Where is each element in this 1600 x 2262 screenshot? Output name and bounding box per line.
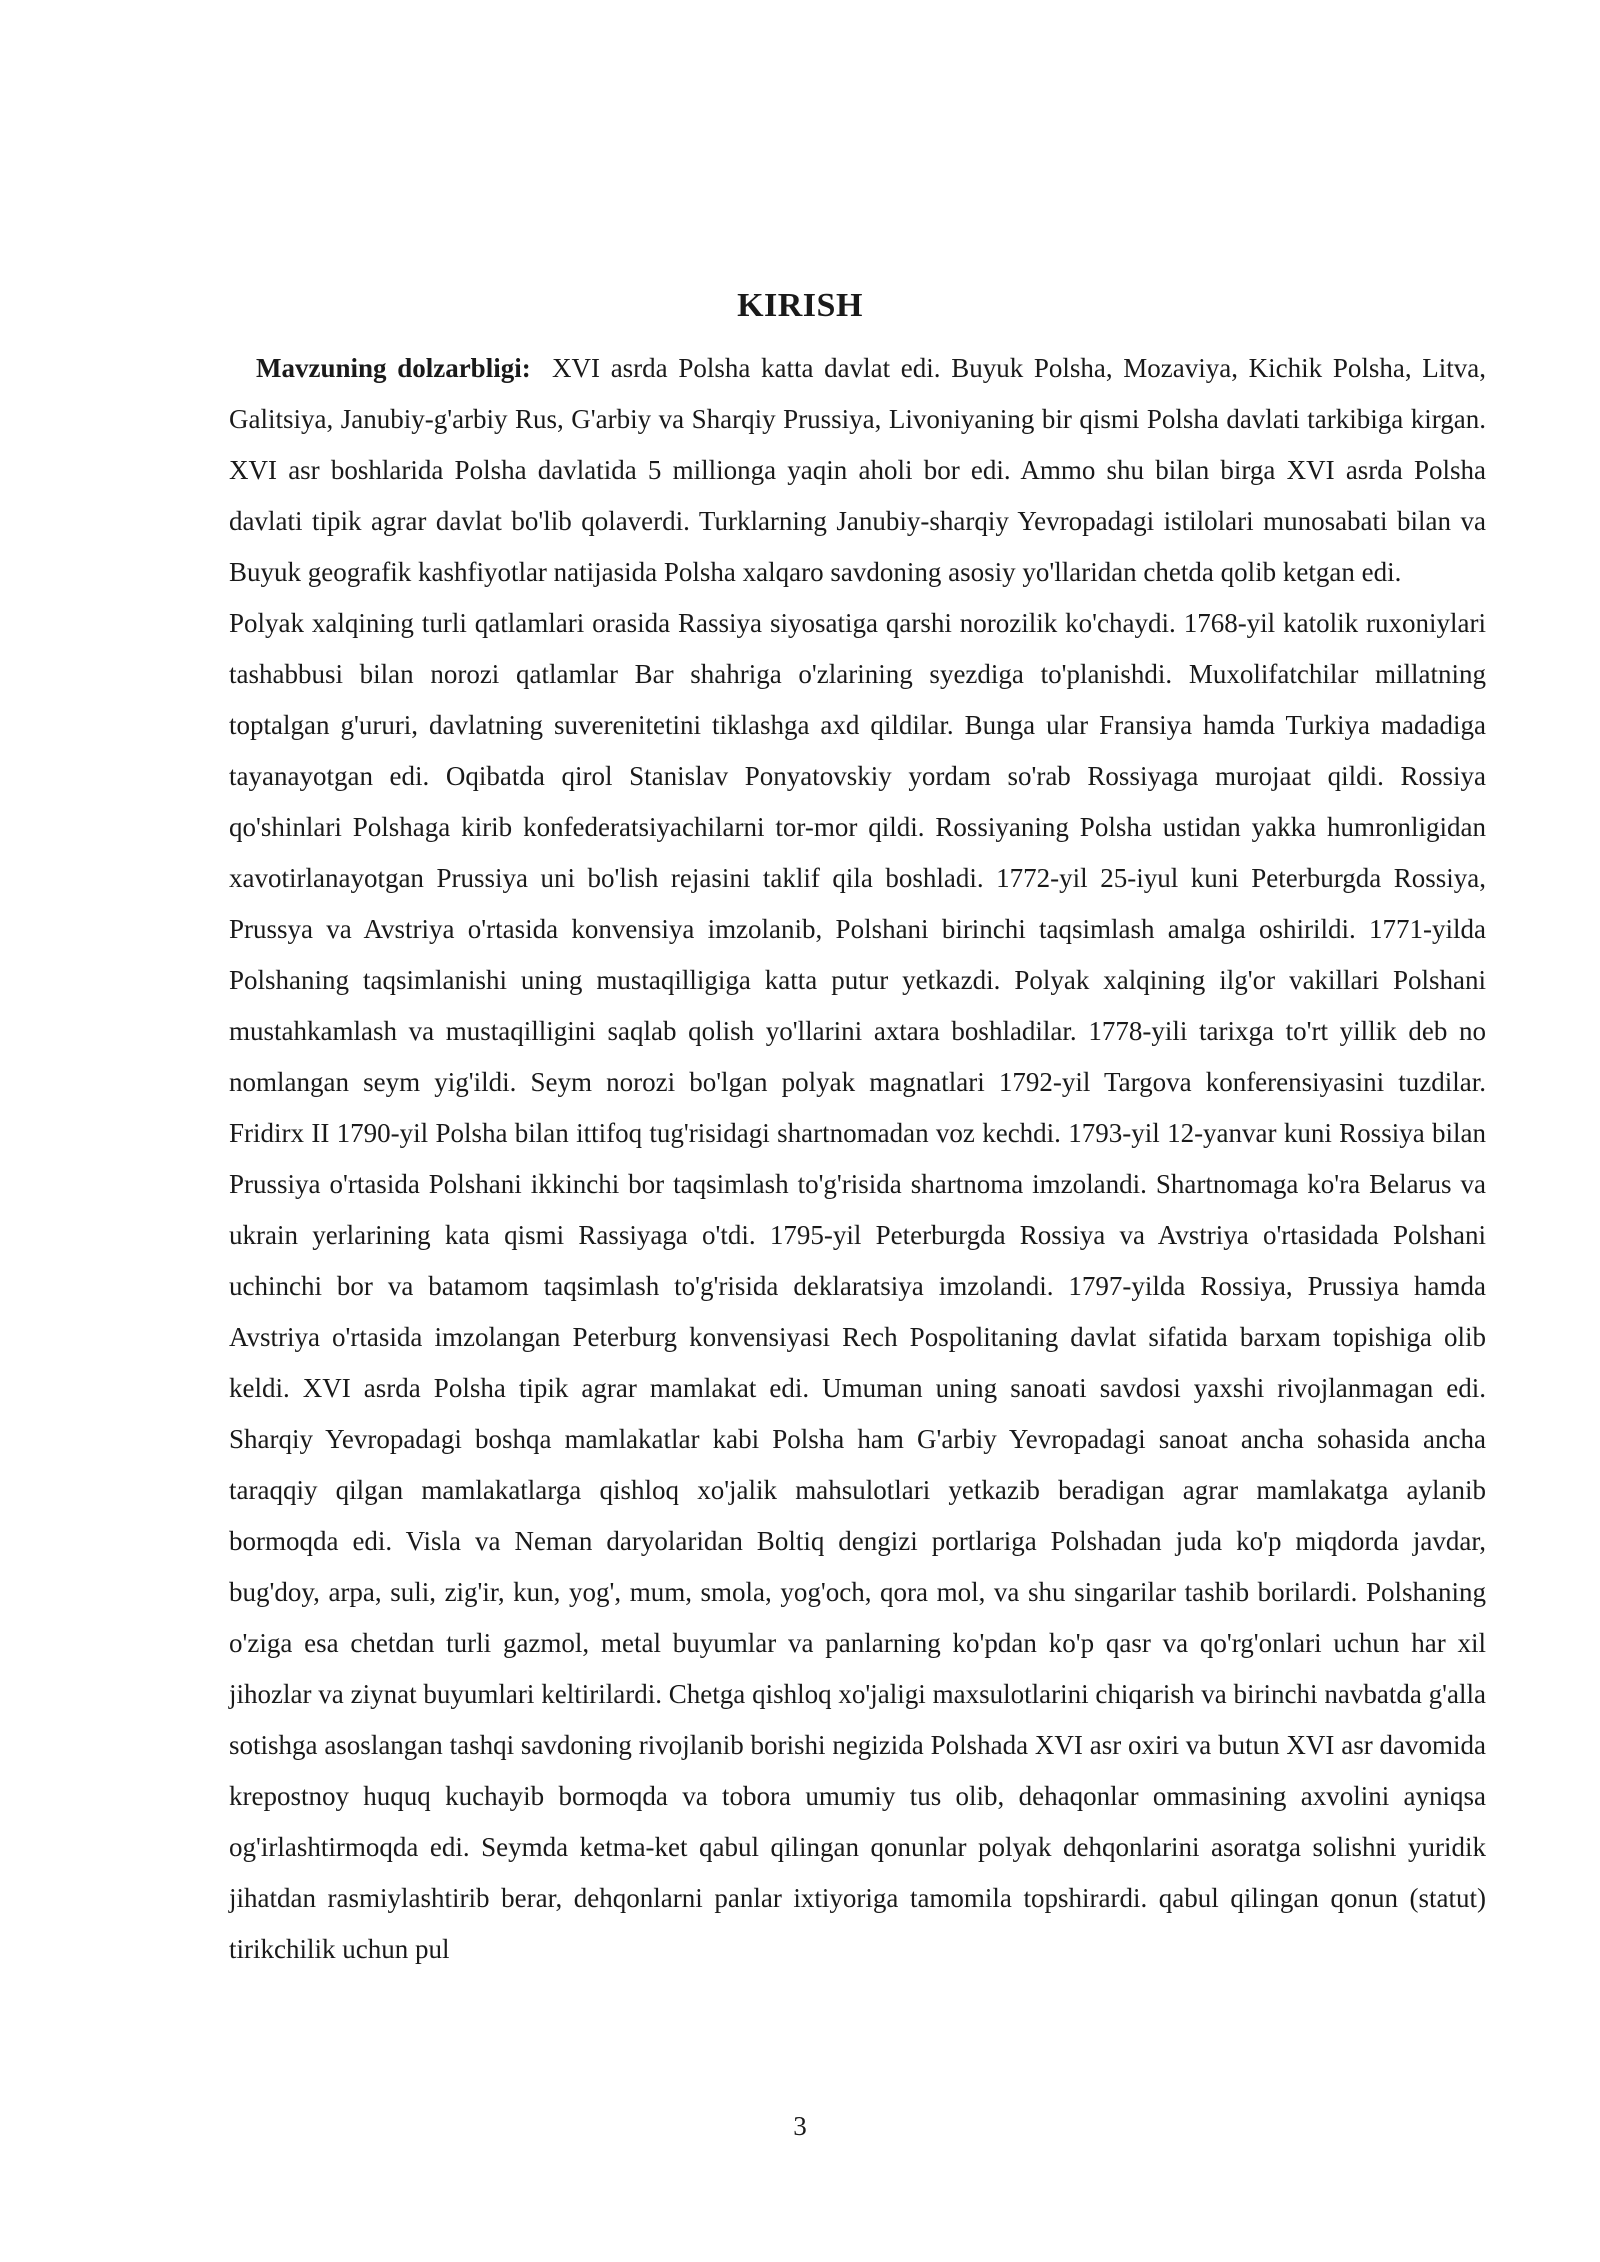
intro-paragraph	[229, 343, 1486, 598]
topic-relevance-label: Mavzuning dolzarbligi:	[256, 353, 531, 383]
page-number: 3	[793, 2111, 807, 2141]
intro-paragraph-text: XVI asrda Polsha katta davlat edi. Buyuk Polsha, Mozaviya, Kichik Polsha, Litva, Galitsiya, Janubiy-g'arbiy Rus, G'arbiy va Sharqiy Prussiya, Livoniyaning bir qismi Polsha davlati tarkibiga kirgan. XVI asr boshlarida Polsha davlatida 5 millionga yaqin aholi bor edi. Ammo shu bilan birga XVI asrda Polsha davlati tipik agrar davlat bo'lib qolaverdi. Turklarning Janubiy-sharqiy Yevropadagi istilolari munosabati bilan va Buyuk geografik kashfiyotlar natijasida Polsha xalqaro savdoning asosiy yo'llaridan chetda qolib ketgan edi.	[229, 353, 1487, 587]
page-title: KIRISH	[737, 287, 863, 324]
body-text	[229, 343, 1486, 1975]
history-paragraph: Polyak xalqining turli qatlamlari orasida Rassiya siyosatiga qarshi norozilik ko'chaydi. 1768-yil katolik ruxoniylari tashabbusi bilan norozi qatlamlar Bar shahriga o'zlarining syezdiga to'planishdi. Muxolifatchilar millatning toptalgan g'ururi, davlatning suverenitetini tiklashga axd qildilar. Bunga ular Fransiya hamda Turkiya madadiga tayanayotgan edi. Oqibatda qirol Stanislav Ponyatovskiy yordam so'rab Rossiyaga murojaat qildi. Rossiya qo'shinlari Polshaga kirib konfederatsiyachilarni tor-mor qildi. Rossiyaning Polsha ustidan yakka humronligidan xavotirlanayotgan Prussiya uni bo'lish rejasini taklif qila boshladi. 1772-yil 25-iyul kuni Peterburgda Rossiya, Prussya va Avstriya o'rtasida konvensiya imzolanib, Polshani birinchi taqsimlash amalga oshirildi. 1771-yilda Polshaning taqsimlanishi uning mustaqilligiga katta putur yetkazdi. Polyak xalqining ilg'or vakillari Polshani mustahkamlash va mustaqilligini saqlab qolish yo'llarini axtara boshladilar. 1778-yili tarixga to'rt yillik deb no nomlangan seym yig'ildi. Seym norozi bo'lgan polyak magnatlari 1792-yil Targova konferensiyasini tuzdilar. Fridirx II 1790-yil Polsha bilan ittifoq tug'risidagi shartnomadan voz kechdi. 1793-yil 12-yanvar kuni Rossiya bilan Prussiya o'rtasida Polshani ikkinchi bor taqsimlash to'g'risida shartnoma imzolandi. Shartnomaga ko'ra Belarus va ukrain yerlarining kata qismi Rassiyaga o'tdi. 1795-yil Peterburgda Rossiya va Avstriya o'rtasidada Polshani uchinchi bor va batamom taqsimlash to'g'risida deklaratsiya imzolandi. 1797-yilda Rossiya, Prussiya hamda Avstriya o'rtasida imzolangan Peterburg konvensiyasi Rech Pospolitaning davlat sifatida barxam topishiga olib keldi. XVI asrda Polsha tipik agrar mamlakat edi. Umuman uning sanoati savdosi yaxshi rivojlanmagan edi. Sharqiy Yevropadagi boshqa mamlakatlar kabi Polsha ham G'arbiy Yevropadagi sanoat ancha sohasida ancha taraqqiy qilgan mamlakatlarga qishloq xo'jalik mahsulotlari yetkazib beradigan agrar mamlakatga aylanib bormoqda edi. Visla va Neman daryolaridan Boltiq dengizi portlariga Polshadan juda ko'p miqdorda javdar, bug'doy, arpa, suli, zig'ir, kun, yog', mum, smola, yog'och, qora mol, va shu singarilar tashib borilardi. Polshaning o'ziga esa chetdan turli gazmol, metal buyumlar va panlarning ko'pdan ko'p qasr va qo'rg'onlari uchun har xil jihozlar va ziynat buyumlari keltirilardi. Chetga qishloq xo'jaligi maxsulotlarini chiqarish va birinchi navbatda g'alla sotishga asoslangan tashqi savdoning rivojlanib borishi negizida Polshada XVI asr oxiri va butun XVI asr davomida krepostnoy huquq kuchayib bormoqda va tobora umumiy tus olib, dehaqonlar ommasining axvolini ayniqsa og'irlashtirmoqda edi. Seymda ketma-ket qabul qilingan qonunlar polyak dehqonlarini asoratga solishni yuridik jihatdan rasmiylashtirib berar, dehqonlarni panlar ixtiyoriga tamomila topshirardi. qabul qilingan qonun (statut) tirikchilik uchun pul	[229, 608, 1486, 1964]
